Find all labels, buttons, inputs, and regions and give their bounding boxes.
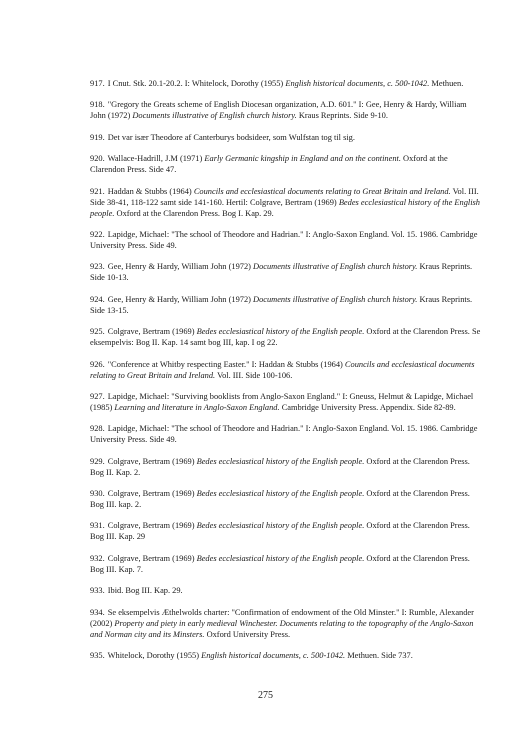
footnote	[90, 585, 483, 596]
footnote	[90, 153, 483, 175]
footnote	[90, 132, 483, 143]
footnote-text: Colgrave, Bertram (1969)	[107, 489, 197, 499]
footnote-number: 928.	[90, 424, 105, 434]
footnote-text: Vol. III. Side 38-41, 118-122 samt side 141-160. Hertil: Colgrave, Bertram (1969)	[90, 186, 479, 207]
footnote-number: 925.	[90, 327, 105, 337]
footnote-number: 927.	[90, 391, 105, 401]
footnote-text: Colgrave, Bertram (1969)	[107, 456, 197, 466]
footnote-number: 919.	[90, 132, 105, 142]
footnote-text: Lapidge, Michael: "The school of Theodore and Hadrian." I: Anglo-Saxon England. Vol. 15. 1986. Cambridge University Press. Side 49.	[90, 424, 478, 445]
footnote-number: 923.	[90, 262, 105, 272]
footnote-number: 929.	[90, 456, 105, 466]
footnote-text: Kraus Reprints. Side 13-15.	[90, 294, 473, 315]
footnote	[90, 488, 483, 510]
footnote	[90, 520, 483, 542]
footnote-number: 935.	[90, 651, 105, 661]
footnote-text: Oxford at the Clarendon Press. Se eksempelvis: Bog II. Kap. 14 samt bog III, kap. I og 22.	[90, 327, 481, 348]
footnote-text: I Cnut. Stk. 20.1-20.2. I: Whitelock, Dorothy (1955)	[107, 79, 286, 88]
footnote-text: Methuen.	[429, 79, 464, 88]
footnote-text: "Gregory the Greats scheme of English Diocesan organization, A.D. 601." I: Gee, Henry & Hardy, William John (1972)	[90, 100, 467, 121]
footnote-title: Bedes ecclesiastical history of the English people.	[90, 197, 480, 218]
footnote-number: 924.	[90, 294, 105, 304]
footnote-title: Documents illustrative of English church history.	[132, 111, 297, 121]
footnote-number: 931.	[90, 521, 105, 531]
footnote-title: Documents illustrative of English church history.	[253, 262, 418, 272]
footnote-text: "Conference at Whitby respecting Easter." I: Haddan & Stubbs (1964)	[107, 359, 345, 369]
footnote-number: 922.	[90, 229, 105, 239]
footnote-text: Ibid. Bog III. Kap. 29.	[107, 586, 183, 596]
footnote	[90, 229, 483, 251]
footnote-text: Colgrave, Bertram (1969)	[107, 327, 197, 337]
footnote-text: Oxford at the Clarendon Press. Bog III. Kap. 7.	[90, 553, 470, 574]
footnote-number: 926.	[90, 359, 105, 369]
footnote-title: Bedes ecclesiastical history of the English people.	[196, 521, 365, 531]
footnote-title: Learning and literature in Anglo-Saxon England.	[114, 402, 280, 412]
footnote-title: English historical documents, c. 500-1042.	[285, 79, 430, 88]
footnote	[90, 261, 483, 283]
footnote-text: Lapidge, Michael: "The school of Theodore and Hadrian." I: Anglo-Saxon England. Vol. 15. 1986. Cambridge University Press. Side 49.	[90, 229, 478, 250]
footnote	[90, 391, 483, 413]
page-number: 275	[258, 690, 273, 701]
footnote	[90, 186, 483, 219]
footnote	[90, 99, 483, 121]
footnote-text: Oxford University Press.	[204, 629, 291, 639]
footnote-title: Bedes ecclesiastical history of the English people.	[196, 489, 365, 499]
footnote-number: 933.	[90, 586, 105, 596]
footnote	[90, 326, 483, 348]
footnote-text: Gee, Henry & Hardy, William John (1972)	[107, 294, 254, 304]
footnote-title: Councils and ecclesiastical documents relating to Great Britain and Ireland.	[193, 186, 451, 196]
footnote	[90, 423, 483, 445]
footnote	[90, 607, 483, 640]
footnote-title: English historical documents, c. 500-1042.	[201, 651, 346, 661]
footnote	[90, 456, 483, 478]
footnote-title: Bedes ecclesiastical history of the English people.	[196, 553, 365, 563]
footnote-number: 934.	[90, 607, 105, 617]
footnote-text: Whitelock, Dorothy (1955)	[107, 651, 202, 661]
footnote-text: Oxford at the Clarendon Press. Bog II. Kap. 2.	[90, 456, 470, 477]
footnote-text: Se eksempelvis Æthelwolds charter: "Confirmation of endowment of the Old Minster." I: Rumble, Alexander (2002)	[90, 607, 474, 628]
footnote-text: Oxford at the Clarendon Press. Bog III. kap. 2.	[90, 489, 470, 510]
footnote	[90, 359, 483, 381]
footnote-number: 921.	[90, 186, 105, 196]
footnote	[90, 650, 483, 661]
footnote-number: 920.	[90, 154, 105, 164]
footnote-text: Kraus Reprints. Side 10-13.	[90, 262, 473, 283]
footnote-text: Wallace-Hadrill, J.M (1971)	[107, 154, 205, 164]
footnote-text: Kraus Reprints. Side 9-10.	[296, 111, 388, 121]
footnote-text: Vol. III. Side 100-106.	[215, 370, 293, 380]
footnote	[90, 553, 483, 575]
footnote-text: Oxford at the Clarendon Press. Bog III. Kap. 29	[90, 521, 470, 542]
footnote-number: 930.	[90, 489, 105, 499]
footnote-text: Oxford at the Clarendon Press. Side 47.	[90, 154, 448, 175]
footnote-text: Colgrave, Bertram (1969)	[107, 521, 197, 531]
footnote-title: Documents illustrative of English church history.	[253, 294, 418, 304]
footnote-title: Councils and ecclesiastical documents relating to Great Britain and Ireland.	[90, 359, 475, 380]
footnote-text: Methuen. Side 737.	[345, 651, 413, 661]
footnote-text: Lapidge, Michael: "Surviving booklists from Anglo-Saxon England." I: Gneuss, Helmut & Lapidge, Michael (1985)	[90, 391, 474, 412]
footnote-title: Bedes ecclesiastical history of the English people.	[196, 327, 365, 337]
footnote-number: 918.	[90, 100, 105, 110]
footnote	[90, 294, 483, 316]
footnote-list	[90, 78, 483, 671]
footnote-title: Property and piety in early medieval Winchester. Documents relating to the topography of the Anglo-Saxon and Norman city and its Minsters.	[90, 618, 474, 639]
footnote-text: Colgrave, Bertram (1969)	[107, 553, 197, 563]
footnote-text: Oxford at the Clarendon Press. Bog I. Kap. 29.	[114, 208, 274, 218]
footnote-title: Early Germanic kingship in England and on the continent.	[204, 154, 401, 164]
footnote-title: Bedes ecclesiastical history of the English people.	[196, 456, 365, 466]
footnote	[90, 78, 483, 89]
footnote-text: Haddan & Stubbs (1964)	[107, 186, 194, 196]
footnote-number: 917.	[90, 79, 105, 88]
footnote-text: Det var især Theodore af Canterburys bodsideer, som Wulfstan tog til sig.	[107, 132, 355, 142]
footnote-text: Cambridge University Press. Appendix. Side 82-89.	[279, 402, 456, 412]
footnote-text: Gee, Henry & Hardy, William John (1972)	[107, 262, 254, 272]
footnote-number: 932.	[90, 553, 105, 563]
